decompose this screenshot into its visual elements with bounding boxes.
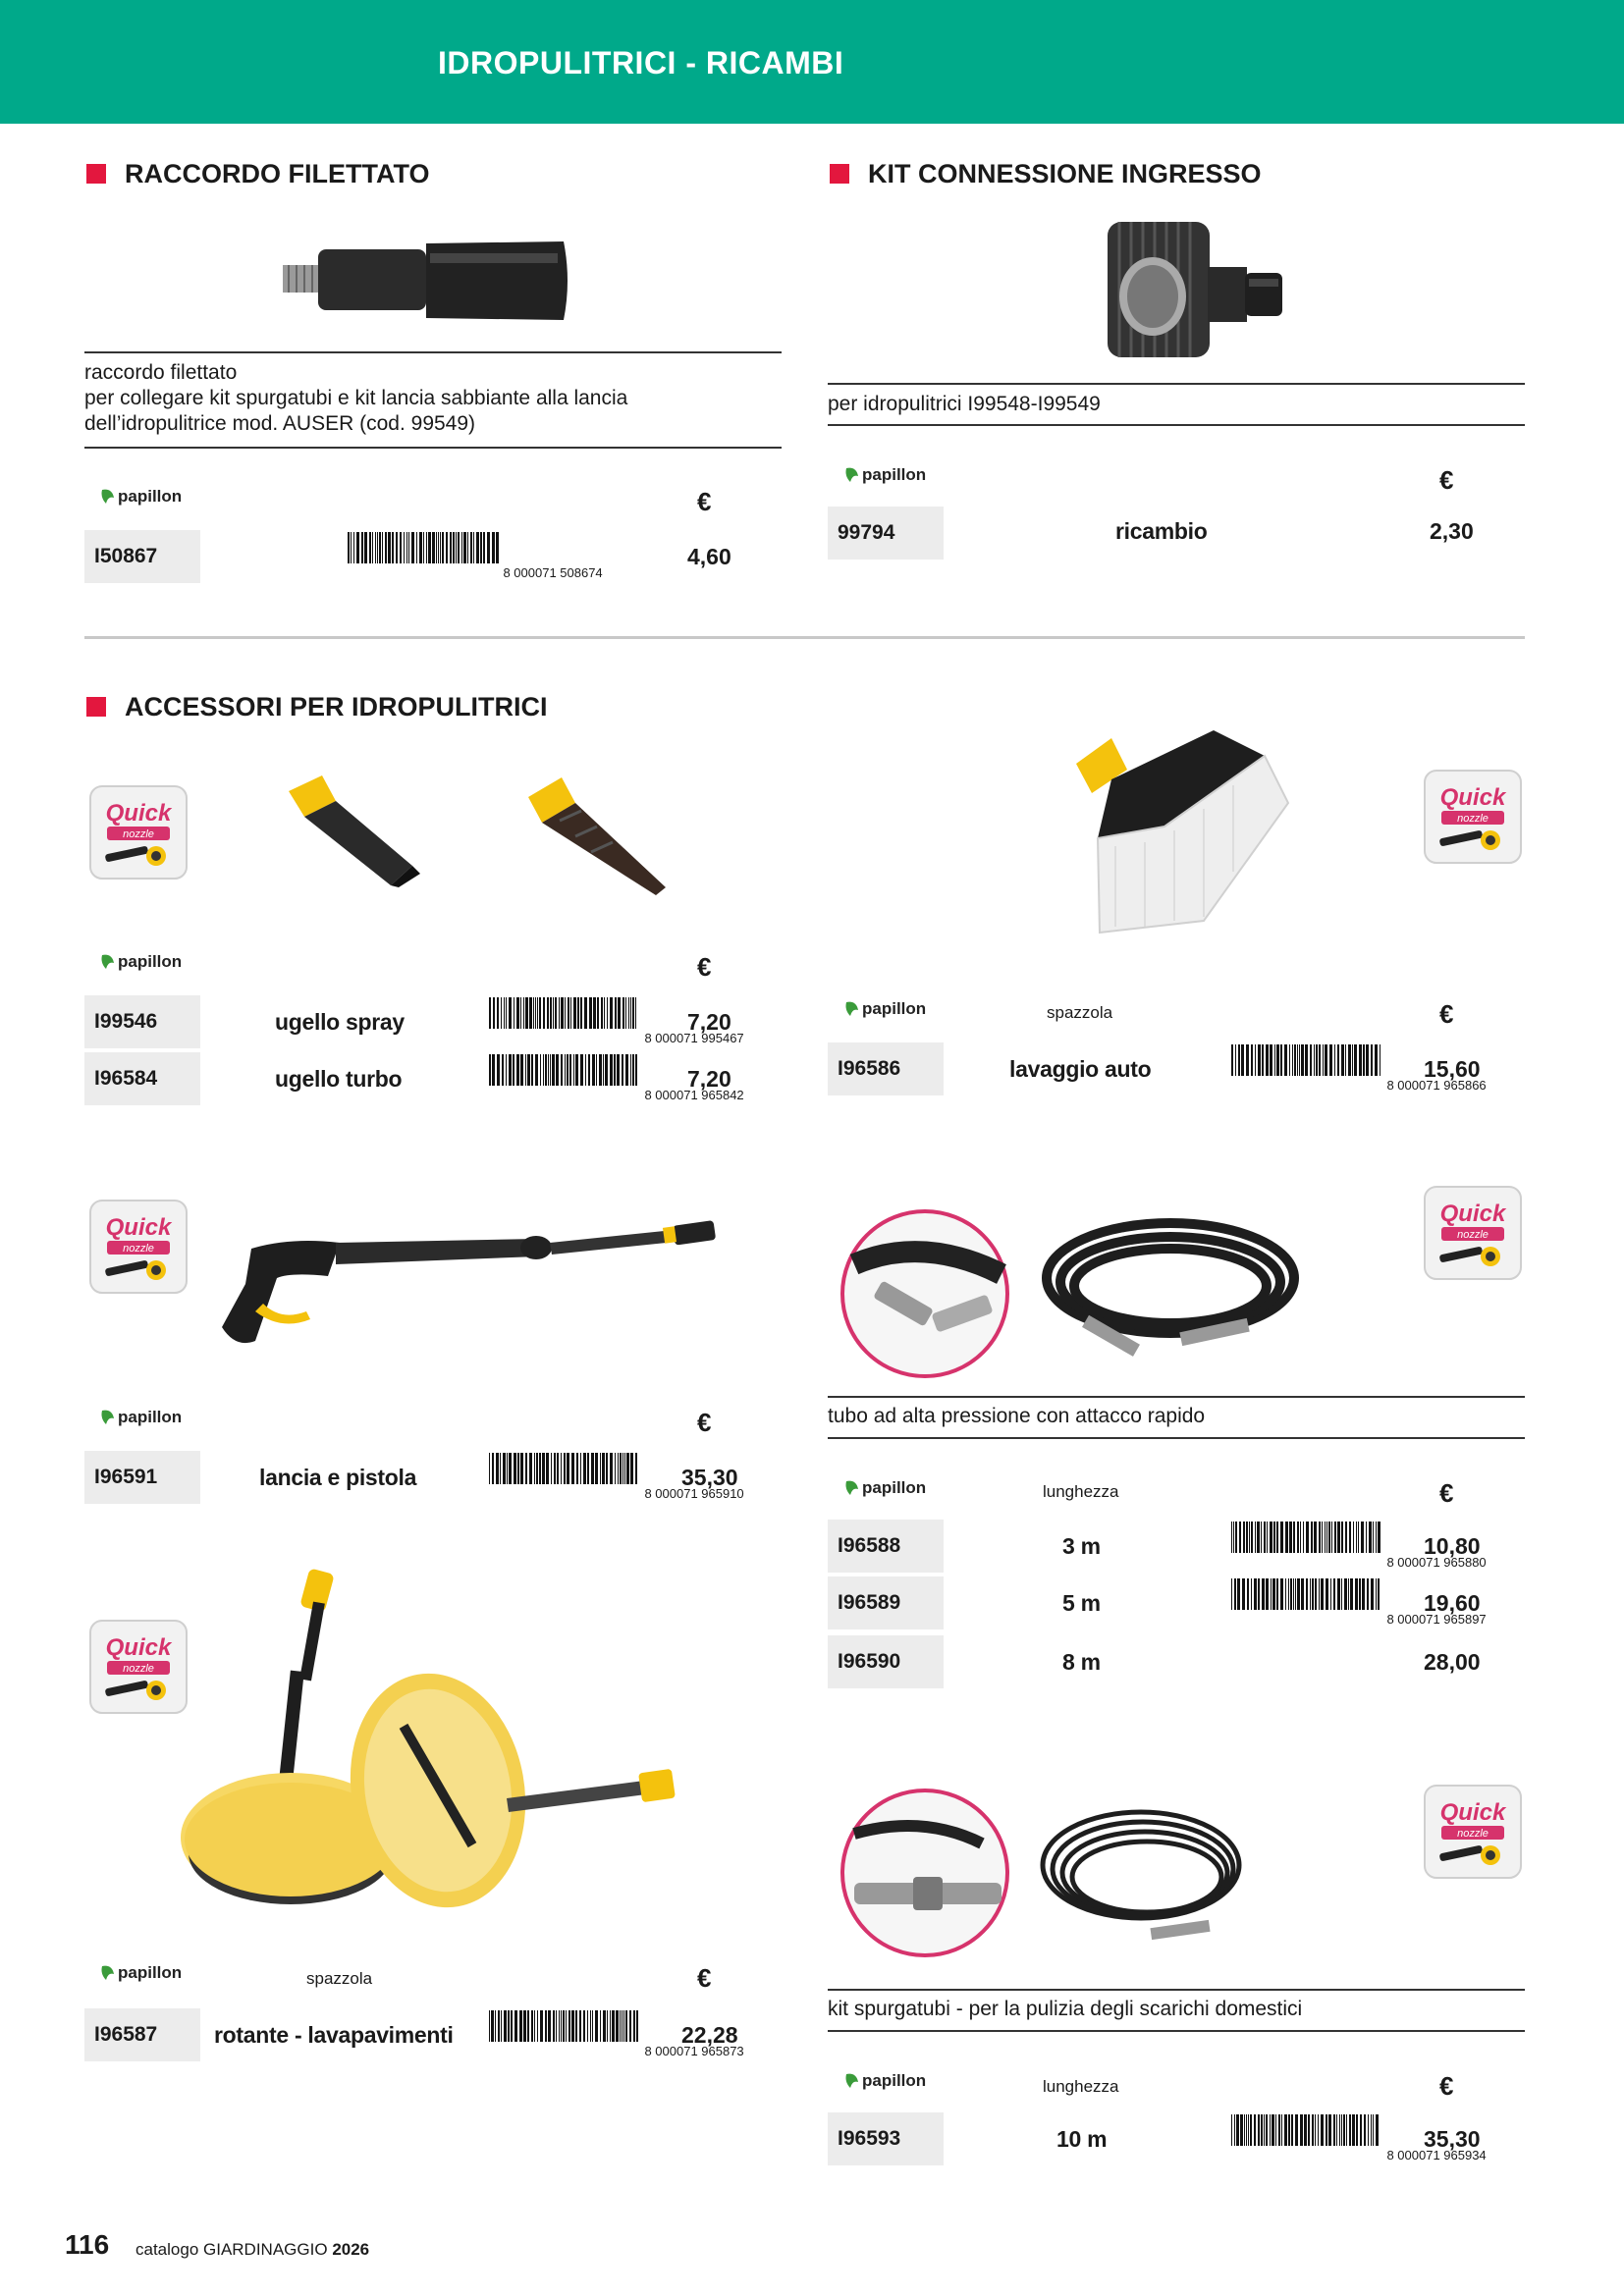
- papillon-logo: papillon: [100, 1963, 182, 1983]
- svg-text:nozzle: nozzle: [1457, 813, 1489, 825]
- leaf-icon: [844, 1479, 860, 1497]
- product-code: I50867: [84, 530, 200, 583]
- product-name: ugello spray: [275, 1009, 405, 1035]
- product-code: I96591: [84, 1451, 200, 1504]
- quick-nozzle-badge: [1424, 1785, 1522, 1879]
- quick-nozzle-badge: [1424, 1186, 1522, 1280]
- page-title: IDROPULITRICI - RICAMBI: [438, 45, 844, 80]
- divider: [84, 351, 782, 353]
- product-name: 3 m: [1062, 1533, 1101, 1559]
- lancia-pistola-image: [212, 1213, 742, 1357]
- barcode: 8 000071 965873: [487, 2010, 744, 2060]
- product-code: I99546: [84, 995, 200, 1048]
- euro-symbol: €: [697, 952, 712, 982]
- quick-nozzle-badge: [1424, 770, 1522, 864]
- euro-symbol: €: [697, 1963, 712, 1993]
- raccordo-desc-3: dell’idropulitrice mod. AUSER (cod. 99549): [84, 412, 476, 435]
- svg-text:Quick: Quick: [1439, 1201, 1506, 1227]
- product-code: I96584: [84, 1052, 200, 1105]
- product-code: 99794: [828, 507, 944, 560]
- divider: [828, 2030, 1525, 2032]
- quick-nozzle-badge: [89, 785, 188, 880]
- product-price: 35,30: [1424, 2126, 1481, 2152]
- kit-connessione-desc: per idropulitrici I99548-I99549: [828, 393, 1101, 415]
- column-label: lunghezza: [1043, 1482, 1119, 1501]
- barcode: 8 000071 965897: [1229, 1578, 1487, 1629]
- rotante-lavapavimenti-image: [173, 1563, 742, 1916]
- euro-symbol: €: [697, 487, 712, 516]
- column-label: spazzola: [306, 1969, 373, 1988]
- svg-text:nozzle: nozzle: [1457, 1828, 1489, 1840]
- barcode-bars: [487, 997, 640, 1042]
- svg-text:Quick: Quick: [105, 1214, 172, 1241]
- product-price: 28,00: [1424, 1649, 1481, 1675]
- column-label: spazzola: [1047, 1003, 1113, 1022]
- product-name: 8 m: [1062, 1649, 1101, 1675]
- product-code: I96593: [828, 2112, 944, 2165]
- barcode-bars: [1229, 1578, 1382, 1624]
- papillon-logo: papillon: [844, 1478, 926, 1498]
- product-price: 4,60: [687, 544, 731, 569]
- papillon-logo: papillon: [100, 1408, 182, 1427]
- divider: [828, 1989, 1525, 1991]
- barcode-bars: [1229, 1522, 1382, 1567]
- product-name: ricambio: [1115, 518, 1208, 544]
- product-code: I96588: [828, 1520, 944, 1573]
- leaf-icon: [844, 1000, 860, 1018]
- raccordo-desc-2: per collegare kit spurgatubi e kit lancia sabbiante alla lancia: [84, 387, 628, 409]
- papillon-logo: papillon: [844, 465, 926, 485]
- euro-symbol: €: [1439, 2071, 1454, 2101]
- barcode: 8 000071 508674: [346, 532, 603, 582]
- product-price: 19,60: [1424, 1590, 1481, 1616]
- svg-text:nozzle: nozzle: [1457, 1229, 1489, 1241]
- leaf-icon: [844, 2072, 860, 2090]
- barcode-bars: [487, 2010, 640, 2056]
- section-marker: [86, 164, 106, 184]
- raccordo-image: [283, 236, 573, 326]
- product-name: lancia e pistola: [259, 1465, 417, 1490]
- kit-connessione-image: [1102, 218, 1286, 363]
- spurgatubi-detail-image: [835, 1785, 1021, 1961]
- product-name: rotante - lavapavimenti: [214, 2022, 454, 2048]
- product-name: 5 m: [1062, 1590, 1101, 1616]
- euro-symbol: €: [697, 1408, 712, 1437]
- barcode-bars: [346, 532, 499, 577]
- product-price: 10,80: [1424, 1533, 1481, 1559]
- section-separator: [84, 636, 1525, 639]
- leaf-icon: [100, 1409, 116, 1426]
- tubo-desc: tubo ad alta pressione con attacco rapido: [828, 1405, 1206, 1427]
- divider: [828, 1437, 1525, 1439]
- section-title-raccordo: RACCORDO FILETTATO: [125, 159, 430, 188]
- barcode: 8 000071 995467: [487, 997, 744, 1047]
- barcode: 8 000071 965910: [487, 1453, 744, 1503]
- euro-symbol: €: [1439, 999, 1454, 1029]
- divider: [828, 424, 1525, 426]
- product-code: I96589: [828, 1576, 944, 1629]
- svg-text:Quick: Quick: [105, 1634, 172, 1661]
- barcode-bars: [487, 1054, 640, 1099]
- product-price: 35,30: [681, 1465, 738, 1490]
- papillon-logo: papillon: [844, 2071, 926, 2091]
- section-title-accessori: ACCESSORI PER IDROPULITRICI: [125, 692, 548, 721]
- papillon-logo: papillon: [844, 999, 926, 1019]
- section-marker: [86, 697, 106, 717]
- product-name: lavaggio auto: [1009, 1056, 1152, 1082]
- barcode: 8 000071 965934: [1229, 2114, 1487, 2164]
- papillon-logo: papillon: [100, 952, 182, 972]
- footer-text: catalogo GIARDINAGGIO 2026: [135, 2240, 370, 2259]
- tubo-image: [1033, 1207, 1308, 1380]
- product-price: 15,60: [1424, 1056, 1481, 1082]
- divider: [828, 383, 1525, 385]
- product-name: ugello turbo: [275, 1066, 403, 1092]
- barcode-bars: [1229, 2114, 1382, 2160]
- product-code: I96586: [828, 1042, 944, 1095]
- divider: [84, 447, 782, 449]
- barcode: 8 000071 965880: [1229, 1522, 1487, 1572]
- barcode: 8 000071 965866: [1229, 1044, 1487, 1095]
- spurgatubi-image: [1033, 1796, 1259, 1953]
- product-name: 10 m: [1056, 2126, 1108, 2152]
- papillon-logo: papillon: [100, 487, 182, 507]
- svg-text:nozzle: nozzle: [123, 1243, 154, 1255]
- leaf-icon: [844, 466, 860, 484]
- leaf-icon: [100, 953, 116, 971]
- raccordo-desc-1: raccordo filettato: [84, 361, 238, 384]
- barcode: 8 000071 965842: [487, 1054, 744, 1104]
- quick-nozzle-badge: [89, 1200, 188, 1294]
- section-marker: [830, 164, 849, 184]
- product-price: 7,20: [687, 1066, 731, 1092]
- euro-symbol: €: [1439, 1478, 1454, 1508]
- svg-text:nozzle: nozzle: [123, 1663, 154, 1675]
- barcode-bars: [487, 1453, 640, 1498]
- product-code: I96587: [84, 2008, 200, 2061]
- divider: [828, 1396, 1525, 1398]
- euro-symbol: €: [1439, 465, 1454, 495]
- leaf-icon: [100, 1964, 116, 1982]
- svg-text:Quick: Quick: [105, 800, 172, 827]
- svg-text:Quick: Quick: [1439, 784, 1506, 811]
- svg-text:nozzle: nozzle: [123, 828, 154, 840]
- ugello-spray-image: [275, 772, 432, 887]
- product-code: I96590: [828, 1635, 944, 1688]
- barcode-bars: [1229, 1044, 1382, 1090]
- page-number: 116: [65, 2229, 110, 2260]
- spurgatubi-desc: kit spurgatubi - per la pulizia degli scarichi domestici: [828, 1998, 1303, 2020]
- spazzola-auto-image: [1056, 724, 1292, 942]
- tubo-detail-image: [835, 1205, 1021, 1382]
- section-title-kit-connessione: KIT CONNESSIONE INGRESSO: [868, 159, 1262, 188]
- product-price: 2,30: [1430, 518, 1474, 544]
- svg-text:Quick: Quick: [1439, 1799, 1506, 1826]
- product-price: 7,20: [687, 1009, 731, 1035]
- leaf-icon: [100, 488, 116, 506]
- ugello-turbo-image: [520, 772, 677, 899]
- column-label: lunghezza: [1043, 2077, 1119, 2096]
- product-price: 22,28: [681, 2022, 738, 2048]
